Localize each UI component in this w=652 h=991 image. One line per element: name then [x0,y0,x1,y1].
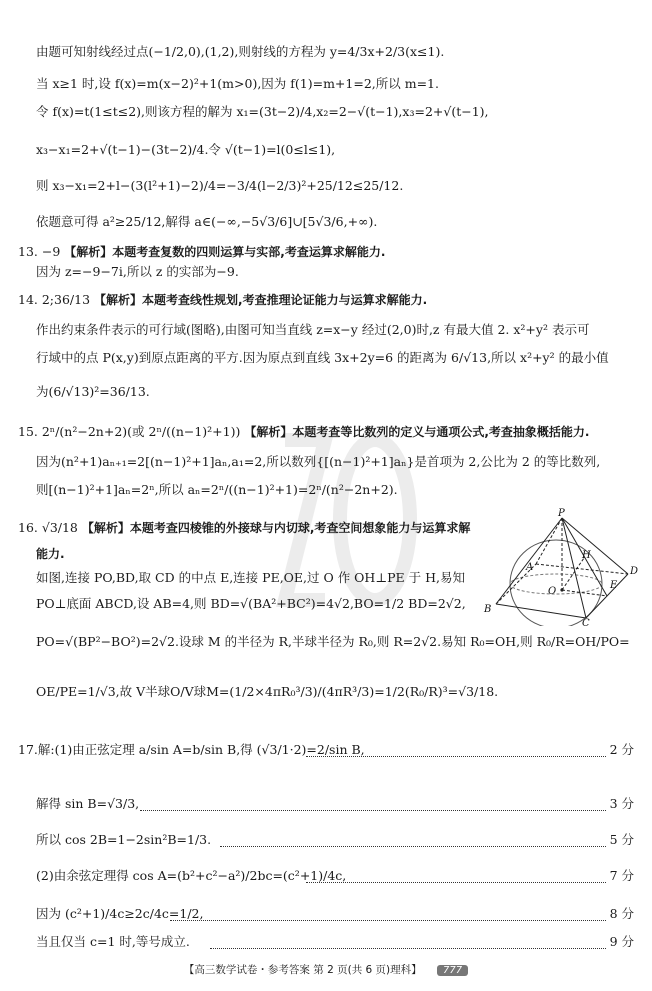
score-5: 8 分 [609,906,634,921]
q14-body-1: 作出约束条件表示的可行域(图略),由图可知当直线 z=x−y 经过(2,0)时,z 有最大值 2. x²+y² 表示可 [36,322,590,337]
line-3: 令 f(x)=t(1≤t≤2),则该方程的解为 x₁=(3t−2)/4,x₂=2−√(t−1),x₃=2+√(t−1), [36,104,489,119]
figure-label-c: C [582,618,590,626]
q13-answer: 13. −9 [18,244,61,259]
dot-leader [306,882,606,883]
line-6: 依题意可得 a²≥25/12,解得 a∈(−∞,−5√3/6]∪[5√3/6,+∞). [36,214,378,229]
q16-analysis-cont: 能力. [36,547,65,561]
figure-label-d: D [630,566,639,577]
q16-body-3: PO=√(BP²−BO²)=2√2.设球 M 的半径为 R,半球半径为 R₀,则 R=2√2.易知 R₀=OH,则 R₀/R=OH/PO= [36,634,630,649]
figure-label-e: E [610,580,618,591]
figure-label-p: P [558,508,565,519]
q14-body-2: 行域中的点 P(x,y)到原点距离的平方.因为原点到直线 3x+2y=6 的距离为 6/√13,所以 x²+y² 的最小值 [36,350,609,365]
q16-heading [18,520,470,536]
q14-answer: 14. 2;36/13 [18,292,91,307]
score-2: 3 分 [609,796,634,811]
q17-line-6: 当且仅当 c=1 时,等号成立. [36,934,190,949]
q15-analysis: 【解析】本题考查等比数列的定义与通项公式,考查抽象概括能力. [244,425,590,439]
q17-line-2: 解得 sin B=√3/3, [36,796,140,811]
q15-body-1: 因为(n²+1)aₙ₊₁=2[(n−1)²+1]aₙ,a₁=2,所以数列{[(n−1)²+1]aₙ}是首项为 2,公比为 2 的等比数列, [36,454,601,469]
q15-answer: 15. 2ⁿ/(n²−2n+2)(或 2ⁿ/((n−1)²+1)) [18,424,241,439]
q17-line-5: 因为 (c²+1)/4c≥2c/4c=1/2, [36,906,204,921]
dot-leader [170,920,606,921]
q15-body-2: 则[(n−1)²+1]aₙ=2ⁿ,所以 aₙ=2ⁿ/((n−1)²+1)=2ⁿ/(n²−2n+2). [36,482,398,497]
line-1: 由题可知射线经过点(−1/2,0),(1,2),则射线的方程为 y=4/3x+2/3(x≤1). [36,44,445,59]
dot-leader [140,810,606,811]
figure-label-o: O [548,586,557,597]
figure-label-b: B [484,604,492,615]
dot-leader [210,948,606,949]
q14-heading [18,292,427,308]
q16-answer: 16. √3/18 [18,520,78,535]
score-6: 9 分 [609,934,634,949]
pyramid-figure [478,508,643,626]
dot-leader [220,846,606,847]
page-footer [0,962,652,977]
q16-body-2: PO⊥底面 ABCD,设 AB=4,则 BD=√(BA²+BC²)=4√2,BO=1/2 BD=2√2, [36,596,466,611]
dot-leader [306,756,606,757]
q14-body-3: 为(6/√13)²=36/13. [36,384,150,399]
footer-text: 【高三数学试卷・参考答案 第 2 页(共 6 页)理科】 [183,964,422,976]
q16-body-1: 如图,连接 PO,BD,取 CD 的中点 E,连接 PE,OE,过 O 作 OH⊥PE 于 H,易知 [36,570,465,585]
page-badge: 777 [437,965,468,976]
figure-label-h: H [582,550,591,561]
line-5: 则 x₃−x₁=2+l−(3(l²+1)−2)/4=−3/4(l−2/3)²+25/12≤25/12. [36,178,404,193]
q16-analysis: 【解析】本题考查四棱锥的外接球与内切球,考查空间想象能力与运算求解 [81,521,471,535]
q13-heading [18,244,385,260]
q17-line-4: (2)由余弦定理得 cos A=(b²+c²−a²)/2bc=(c²+1)/4c, [36,868,347,883]
line-4: x₃−x₁=2+√(t−1)−(3t−2)/4.令 √(t−1)=l(0≤l≤1), [36,142,336,157]
q13-analysis: 【解析】本题考查复数的四则运算与实部,考查运算求解能力. [64,245,386,259]
figure-label-a: A [526,562,534,573]
q15-heading [18,424,589,440]
q13-body: 因为 z=−9−7i,所以 z 的实部为−9. [36,264,239,279]
q14-analysis: 【解析】本题考查线性规划,考查推理论证能力与运算求解能力. [94,293,428,307]
line-2: 当 x≥1 时,设 f(x)=m(x−2)²+1(m>0),因为 f(1)=m+1=2,所以 m=1. [36,76,439,91]
q16-body-4: OE/PE=1/√3,故 V半球O/V球M=(1/2×4πR₀³/3)/(4πR³/3)=1/2(R₀/R)³=√3/18. [36,684,499,699]
score-4: 7 分 [609,868,634,883]
score-1: 2 分 [609,742,634,757]
score-3: 5 分 [609,832,634,847]
q17-line-3: 所以 cos 2B=1−2sin²B=1/3. [36,832,212,847]
q17-line-1: 17.解:(1)由正弦定理 a/sin A=b/sin B,得 (√3/1·2)=2/sin B, [18,742,365,757]
